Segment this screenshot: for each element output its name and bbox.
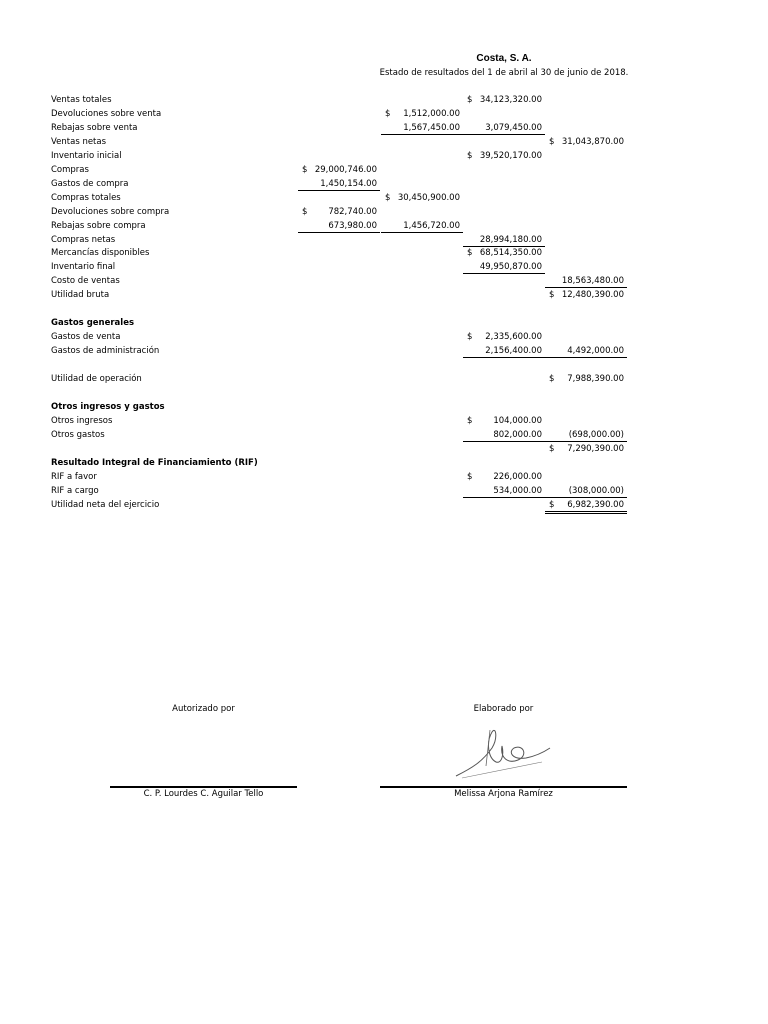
- line-item-label: Otros gastos: [51, 430, 105, 440]
- amount-value: 802,000.00: [493, 430, 542, 440]
- amount-value: 31,043,870.00: [561, 137, 624, 147]
- section-heading: Otros ingresos y gastos: [51, 402, 165, 412]
- company-title: Costa, S. A.: [476, 53, 532, 64]
- amount-value: 1,456,720.00: [403, 221, 460, 231]
- currency-symbol: $: [385, 109, 391, 119]
- amount-cell: [463, 94, 545, 106]
- currency-symbol: $: [467, 472, 473, 482]
- line-item-label: Ventas netas: [51, 137, 107, 147]
- line-item-label: Devoluciones sobre venta: [51, 109, 162, 119]
- amount-value: 28,994,180.00: [479, 235, 542, 245]
- currency-symbol: $: [549, 444, 555, 454]
- amount-cell: [463, 331, 545, 343]
- amount-cell: [381, 108, 463, 120]
- amount-cell: [463, 345, 545, 358]
- line-item-label: Gastos de compra: [51, 179, 129, 189]
- currency-symbol: $: [467, 416, 473, 426]
- amount-value: 2,335,600.00: [485, 332, 542, 342]
- currency-symbol: $: [549, 374, 555, 384]
- amount-value: 34,123,320.00: [479, 95, 542, 105]
- amount-value: 4,492,000.00: [567, 346, 624, 356]
- amount-value: 1,512,000.00: [403, 109, 460, 119]
- amount-value: 1,450,154.00: [320, 179, 377, 189]
- line-item-label: RIF a favor: [51, 472, 97, 482]
- line-item-label: Utilidad neta del ejercicio: [51, 500, 160, 510]
- prepared-caption: Elaborado por: [473, 704, 534, 714]
- amount-cell: [298, 164, 380, 176]
- line-item-label: Inventario inicial: [51, 151, 122, 161]
- amount-cell: [381, 220, 463, 233]
- prepared-name: Melissa Arjona Ramírez: [454, 789, 553, 799]
- amount-cell: [545, 289, 627, 301]
- currency-symbol: $: [467, 248, 473, 258]
- section-heading: Gastos generales: [51, 318, 135, 328]
- amount-cell: [298, 220, 380, 233]
- line-item-label: Rebajas sobre venta: [51, 123, 138, 133]
- amount-value: 7,290,390.00: [567, 444, 624, 454]
- authorized-signature-line: [110, 786, 297, 788]
- amount-value: 1,567,450.00: [403, 123, 460, 133]
- amount-cell: [298, 178, 380, 191]
- amount-cell: [463, 261, 545, 274]
- prepared-signature-line: [380, 786, 627, 788]
- line-item-label: Compras netas: [51, 235, 116, 245]
- line-item-label: Inventario final: [51, 262, 116, 272]
- amount-cell: [545, 136, 627, 148]
- amount-value: 104,000.00: [493, 416, 542, 426]
- amount-value: 7,988,390.00: [567, 374, 624, 384]
- authorized-name: C. P. Lourdes C. Aguilar Tello: [143, 789, 264, 799]
- amount-cell: [463, 429, 545, 442]
- currency-symbol: $: [549, 500, 555, 510]
- amount-cell: [545, 373, 627, 385]
- amount-cell: [463, 150, 545, 162]
- line-item-label: RIF a cargo: [51, 486, 99, 496]
- statement-subtitle: Estado de resultados del 1 de abril al 30 de junio de 2018.: [379, 68, 629, 78]
- amount-value: (308,000.00): [568, 486, 624, 496]
- line-item-label: Rebajas sobre compra: [51, 221, 146, 231]
- currency-symbol: $: [385, 193, 391, 203]
- amount-value: 534,000.00: [493, 486, 542, 496]
- amount-value: 2,156,400.00: [485, 346, 542, 356]
- amount-value: (698,000.00): [568, 430, 624, 440]
- amount-cell: [381, 122, 463, 135]
- amount-cell: [463, 122, 545, 135]
- line-item-label: Gastos de administración: [51, 346, 160, 356]
- amount-value: 782,740.00: [328, 207, 377, 217]
- amount-cell: [545, 485, 627, 498]
- amount-cell: [463, 247, 545, 259]
- amount-cell: [545, 499, 627, 514]
- amount-cell: [463, 415, 545, 427]
- amount-value: 3,079,450.00: [485, 123, 542, 133]
- currency-symbol: $: [302, 207, 308, 217]
- amount-cell: [545, 429, 627, 442]
- line-item-label: Costo de ventas: [51, 276, 120, 286]
- currency-symbol: $: [549, 290, 555, 300]
- currency-symbol: $: [302, 165, 308, 175]
- line-item-label: Utilidad bruta: [51, 290, 110, 300]
- amount-value: 6,982,390.00: [567, 500, 624, 510]
- amount-value: 12,480,390.00: [561, 290, 624, 300]
- currency-symbol: $: [467, 95, 473, 105]
- currency-symbol: $: [549, 137, 555, 147]
- line-item-label: Compras: [51, 165, 89, 175]
- amount-cell: [545, 345, 627, 358]
- amount-value: 30,450,900.00: [397, 193, 460, 203]
- amount-cell: [545, 443, 627, 455]
- amount-cell: [545, 275, 627, 288]
- section-heading: Resultado Integral de Financiamiento (RIF): [51, 458, 258, 468]
- amount-value: 49,950,870.00: [479, 262, 542, 272]
- currency-symbol: $: [467, 332, 473, 342]
- amount-value: 39,520,170.00: [479, 151, 542, 161]
- amount-value: 68,514,350.00: [479, 248, 542, 258]
- amount-value: 29,000,746.00: [314, 165, 377, 175]
- handwritten-signature: [452, 718, 552, 780]
- amount-value: 18,563,480.00: [561, 276, 624, 286]
- currency-symbol: $: [467, 151, 473, 161]
- amount-value: 673,980.00: [328, 221, 377, 231]
- amount-cell: [463, 471, 545, 483]
- line-item-label: Compras totales: [51, 193, 121, 203]
- line-item-label: Gastos de venta: [51, 332, 121, 342]
- amount-cell: [381, 192, 463, 204]
- amount-cell: [463, 485, 545, 498]
- line-item-label: Otros ingresos: [51, 416, 113, 426]
- amount-value: 226,000.00: [493, 472, 542, 482]
- line-item-label: Devoluciones sobre compra: [51, 207, 170, 217]
- amount-cell: [463, 234, 545, 247]
- line-item-label: Mercancías disponibles: [51, 248, 150, 258]
- line-item-label: Utilidad de operación: [51, 374, 142, 384]
- authorized-caption: Autorizado por: [172, 704, 235, 714]
- line-item-label: Ventas totales: [51, 95, 112, 105]
- amount-cell: [298, 206, 380, 218]
